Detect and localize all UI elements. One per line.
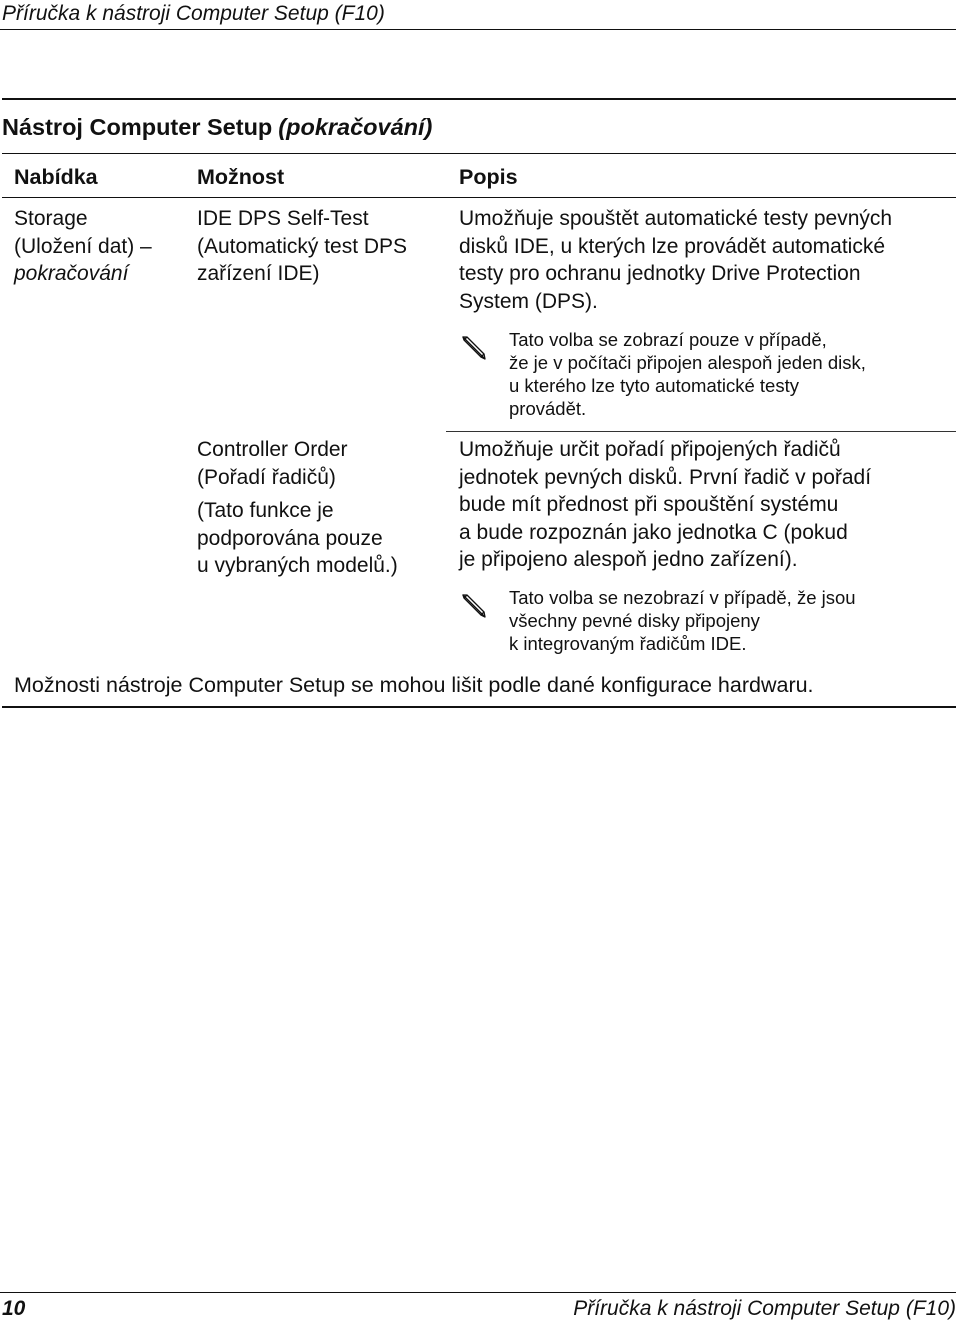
option-cell-availability	[197, 497, 398, 580]
description-line: Umožňuje určit pořadí připojených řadičů	[459, 438, 841, 461]
note-line: Tato volba se zobrazí pouze v případě,	[509, 329, 827, 350]
pencil-icon	[459, 590, 489, 620]
note-line: provádět.	[509, 398, 587, 419]
table-title-continued: (pokračování)	[278, 114, 433, 140]
note-ide-dps-self-test	[509, 328, 866, 420]
description-line: jednotek pevných disků. První řadič v pořadí	[459, 465, 872, 489]
description-line: System (DPS).	[459, 289, 598, 313]
description-line: a bude rozpoznán jako jednotka C (pokud	[459, 520, 848, 544]
option-cell-line: (Tato funkce je	[197, 499, 334, 522]
description-line: je připojeno alespoň jedno zařízení).	[459, 548, 798, 571]
note-line: u kterého lze tyto automatické testy	[509, 375, 799, 396]
menu-cell-line: (Uložení dat) –	[14, 234, 152, 258]
table-footnote: Možnosti nástroje Computer Setup se mohou lišit podle dané konfigurace hardwaru.	[14, 673, 814, 697]
header-rule	[0, 29, 956, 30]
table-top-rule	[2, 98, 956, 100]
row-divider	[446, 431, 956, 432]
menu-cell	[14, 205, 152, 288]
description-cell-ide-dps-self-test	[459, 205, 892, 315]
option-cell-controller-order	[197, 436, 348, 491]
note-line: že je v počítači připojen alespoň jeden disk,	[509, 352, 866, 373]
running-header-title: Příručka k nástroji Computer Setup (F10)	[2, 2, 385, 25]
description-line: disků IDE, u kterých lze provádět automatické	[459, 234, 886, 258]
column-header-description: Popis	[459, 165, 518, 189]
table-title-text: Nástroj Computer Setup	[2, 114, 273, 140]
option-cell-ide-dps-self-test	[197, 205, 407, 288]
option-cell-line: u vybraných modelů.)	[197, 554, 398, 577]
option-cell-line: IDE DPS Self-Test	[197, 207, 369, 230]
column-header-rule	[2, 197, 956, 198]
column-header-menu: Nabídka	[14, 165, 98, 189]
description-line: testy pro ochranu jednotky Drive Protection	[459, 262, 861, 285]
menu-cell-line: Storage	[14, 207, 88, 230]
column-header-option: Možnost	[197, 165, 285, 189]
option-cell-line: podporována pouze	[197, 526, 383, 550]
note-line: všechny pevné disky připojeny	[509, 610, 760, 631]
note-line: Tato volba se nezobrazí v případě, že jsou	[509, 587, 856, 608]
option-cell-line: Controller Order	[197, 438, 348, 461]
table-title-rule	[2, 153, 956, 154]
option-cell-line: zařízení IDE)	[197, 262, 320, 285]
footer-rule	[0, 1292, 956, 1293]
pencil-icon	[459, 332, 489, 362]
note-line: k integrovaným řadičům IDE.	[509, 633, 747, 654]
description-line: Umožňuje spouštět automatické testy pevných	[459, 207, 893, 230]
table-title	[2, 113, 432, 141]
page-number: 10	[2, 1297, 26, 1320]
table-bottom-rule	[2, 706, 956, 708]
option-cell-line: (Pořadí řadičů)	[197, 465, 336, 489]
note-controller-order	[509, 586, 856, 655]
running-footer-title: Příručka k nástroji Computer Setup (F10)	[573, 1297, 956, 1320]
description-line: bude mít přednost při spouštění systému	[459, 493, 839, 516]
menu-cell-continued: pokračování	[14, 262, 129, 285]
option-cell-line: (Automatický test DPS	[197, 234, 408, 258]
description-cell-controller-order	[459, 436, 871, 574]
